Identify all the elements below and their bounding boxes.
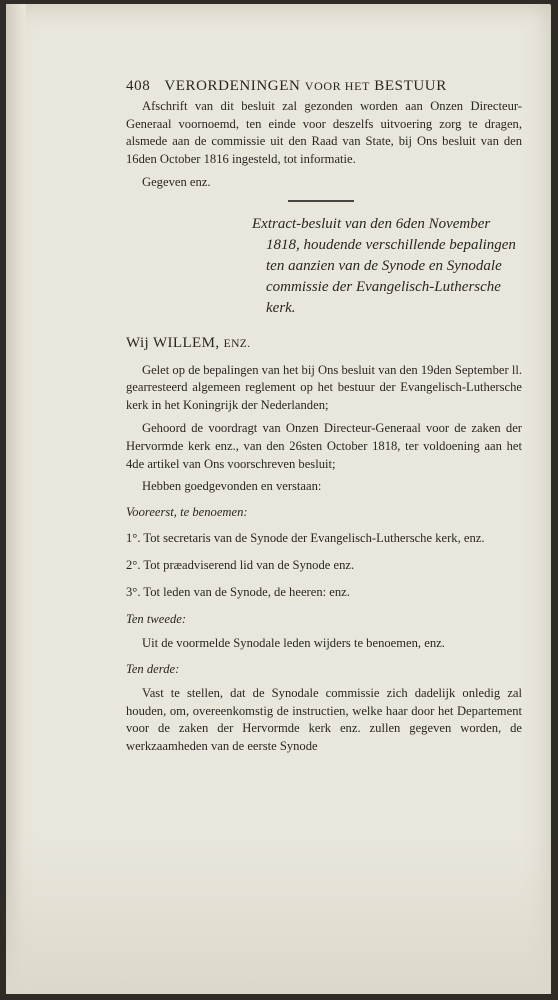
list-item: 3°. Tot leden van de Synode, de heeren: enz. bbox=[126, 584, 350, 599]
paragraph-gelet: Gelet op de bepalingen van het bij Ons besluit van den 19den September ll. gearresteerd algemeen reglement op het bestuur der Evangelisch-Luthersche kerk in het Koningrijk der Nederlanden; bbox=[126, 362, 522, 413]
ten-derde-heading: Ten derde: bbox=[126, 661, 180, 676]
list-item: 2°. Tot præadviserend lid van de Synode enz. bbox=[126, 557, 355, 572]
vooreerst-heading: Vooreerst, te benoemen: bbox=[126, 505, 248, 520]
paragraph-gegeven: Gegeven enz. bbox=[142, 174, 211, 189]
book-page bbox=[6, 4, 551, 994]
wij-willem-heading: Wij WILLEM, ENZ. bbox=[126, 334, 251, 351]
header-title: VERORDENINGEN VOOR HET BESTUUR bbox=[164, 78, 447, 94]
ten-tweede-heading: Ten tweede: bbox=[126, 612, 187, 627]
page-bottom-shade bbox=[6, 834, 551, 994]
paragraph-gehoord: Gehoord de voordragt van Onzen Directeur-Generaal voor de zaken der Hervormde kerk enz., van den 26sten October 1818, ter voldoening aan het 4de artikel van Ons voorschreven besluit; bbox=[126, 420, 522, 471]
paragraph-uit-de-voormelde: Uit de voormelde Synodale leden wijders te benoemen, enz. bbox=[142, 636, 445, 651]
list-item: 1°. Tot secretaris van de Synode der Evangelisch-Luthersche kerk, enz. bbox=[126, 530, 485, 545]
paragraph-afschrift: Afschrift van dit besluit zal gezonden worden aan Onzen Directeur-Generaal voornoemd, ten einde voor deszelfs uitvoering zorg te dragen, alsmede aan de commissie uit den Raad van State, bij Ons besluit van den 16den October 1816 ingesteld, tot informatie. bbox=[126, 98, 522, 167]
paragraph-hebben: Hebben goedgevonden en verstaan: bbox=[142, 479, 322, 494]
paragraph-vast-te-stellen: Vast te stellen, dat de Synodale commissie zich dadelijk onledig zal houden, om, overeenkomstig de instructien, welke haar door het Departement voor de zaken der Hervormde kerk enz. zullen gegeven worden, de werkzaamheden van de eerste Synode bbox=[126, 685, 522, 754]
extract-heading: Extract-besluit van den 6den November 1818, houdende verschillende bepalingen ten aanzien van de Synode en Synodale commissie der Evangelisch-Luthersche kerk. bbox=[252, 215, 516, 316]
running-header bbox=[126, 78, 522, 96]
page-number: 408 bbox=[126, 78, 151, 94]
page-content bbox=[126, 78, 522, 756]
section-separator bbox=[288, 200, 354, 202]
